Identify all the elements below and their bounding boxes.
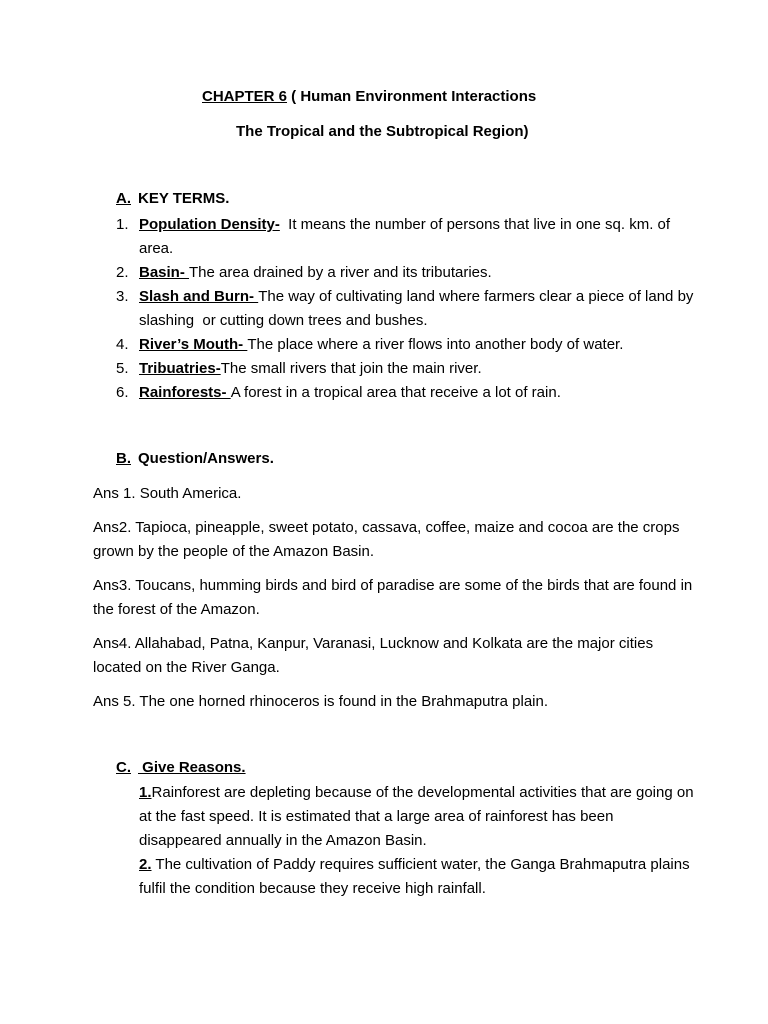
item-number: 6. xyxy=(116,384,129,401)
list-item xyxy=(116,261,696,285)
term: Rainforests- xyxy=(139,384,231,401)
definition: A forest in a tropical area that receive a lot of rain. xyxy=(230,384,561,401)
section-letter: C. xyxy=(116,759,131,776)
term: Tribuatries- xyxy=(139,360,221,377)
section-letter: A. xyxy=(116,190,131,207)
section-title: Give Reasons. xyxy=(138,759,246,776)
reason-text: Rainforest are depleting because of the developmental activities that are going on at the fast speed. It is estimated that a large area of rainforest has been disappeared annually in the Amazon Basin. xyxy=(139,784,694,849)
chapter-title-text: ( Human Environment Interactions xyxy=(287,88,537,105)
definition: The place where a river flows into another body of water. xyxy=(247,336,624,353)
list-item xyxy=(116,357,696,381)
chapter-subtitle: The Tropical and the Subtropical Region) xyxy=(236,123,529,140)
answers-list xyxy=(93,482,693,724)
section-c-heading xyxy=(116,759,246,776)
definition: It means the number of persons that live in one sq. km. of area. xyxy=(139,216,675,257)
term: River’s Mouth- xyxy=(139,336,248,353)
answer: Ans4. Allahabad, Patna, Kanpur, Varanasi, Lucknow and Kolkata are the major cities located on the River Ganga. xyxy=(93,635,654,676)
term: Population Density- xyxy=(139,216,280,233)
item-number: 2. xyxy=(116,264,129,281)
reason-text: The cultivation of Paddy requires sufficient water, the Ganga Brahmaputra plains fulfil the condition because they receive high rainfall. xyxy=(139,856,694,897)
chapter-number: CHAPTER 6 xyxy=(202,88,288,105)
answer: Ans 1. South America. xyxy=(93,485,242,502)
definition: The way of cultivating land where farmers clear a piece of land by slashing or cutting down trees and bushes. xyxy=(139,288,698,329)
reasons-list xyxy=(139,781,699,901)
section-b-heading xyxy=(116,450,274,467)
key-terms-list xyxy=(116,213,696,405)
reason-number: 2. xyxy=(139,856,152,873)
answer: Ans2. Tapioca, pineapple, sweet potato, cassava, coffee, maize and cocoa are the crops grown by the people of the Amazon Basin. xyxy=(93,519,680,560)
item-number: 5. xyxy=(116,360,129,377)
list-item xyxy=(116,285,696,333)
item-number: 1. xyxy=(116,216,129,233)
section-a-heading xyxy=(116,190,229,207)
item-number: 3. xyxy=(116,288,129,305)
term: Slash and Burn- xyxy=(139,288,259,305)
section-title: Question/Answers. xyxy=(138,450,274,467)
reason-item xyxy=(139,853,699,901)
section-title: KEY TERMS. xyxy=(138,190,230,207)
definition: The small rivers that join the main river. xyxy=(220,360,482,377)
chapter-title xyxy=(202,88,536,105)
list-item xyxy=(116,333,696,357)
reason-item xyxy=(139,781,699,853)
definition: The area drained by a river and its tributaries. xyxy=(189,264,492,281)
answer: Ans3. Toucans, humming birds and bird of paradise are some of the birds that are found in the forest of the Amazon. xyxy=(93,577,693,618)
section-letter: B. xyxy=(116,450,131,467)
item-number: 4. xyxy=(116,336,129,353)
term: Basin- xyxy=(139,264,190,281)
list-item xyxy=(116,213,696,261)
reason-number: 1. xyxy=(139,784,152,801)
answer: Ans 5. The one horned rhinoceros is found in the Brahmaputra plain. xyxy=(93,693,549,710)
list-item xyxy=(116,381,696,405)
